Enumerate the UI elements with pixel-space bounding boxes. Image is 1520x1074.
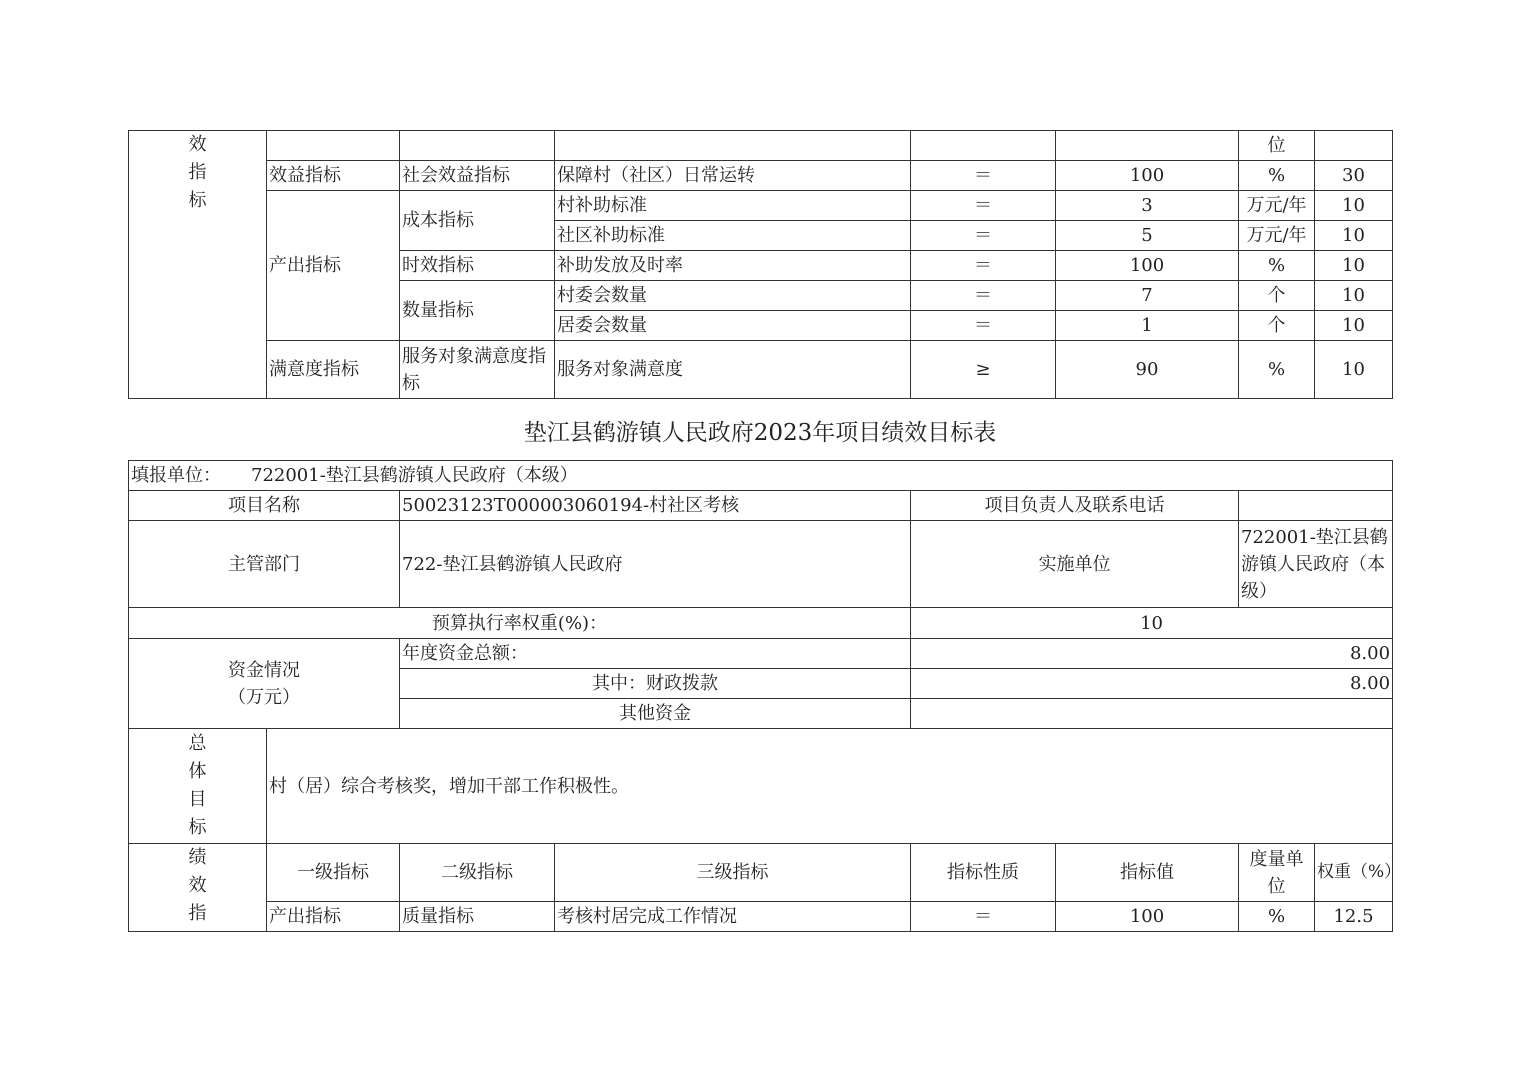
fill-unit-row	[129, 461, 1393, 491]
table-row: 时效指标 补助发放及时率 ＝ 100 % 10	[129, 251, 1393, 281]
header-level2: 二级指标	[400, 844, 555, 902]
header-weight: 权重（%）	[1315, 844, 1393, 902]
project-name-label: 项目名称	[129, 491, 400, 521]
table-row: 社区补助标准 ＝ 5 万元/年 10	[129, 221, 1393, 251]
goal-text: 村（居）综合考核奖，增加干部工作积极性。	[267, 729, 1393, 844]
dept-label: 主管部门	[129, 521, 400, 608]
page-title: 垫江县鹤游镇人民政府2023年项目绩效目标表	[523, 420, 997, 446]
impl-unit-label: 实施单位	[911, 521, 1239, 608]
dept-value: 722-垫江县鹤游镇人民政府	[400, 521, 911, 608]
perf-side-label: 绩 效 指	[129, 844, 267, 932]
annual-total-label: 年度资金总额：	[400, 639, 911, 669]
fill-unit-value: 722001-垫江县鹤游镇人民政府（本级）	[251, 465, 578, 486]
fiscal-value: 8.00	[911, 669, 1393, 699]
table-row: 满意度指标 服务对象满意度指标 服务对象满意度 ≥ 90 % 10	[129, 341, 1393, 399]
fiscal-label: 其中：财政拨款	[400, 669, 911, 699]
header-nature: 指标性质	[911, 844, 1056, 902]
table-row: 数量指标 村委会数量 ＝ 7 个 10	[129, 281, 1393, 311]
fill-unit-label: 填报单位：	[131, 465, 221, 486]
budget-rate-label: 预算执行率权重(%)：	[129, 608, 911, 639]
performance-target-table	[128, 460, 1402, 932]
annual-total-value: 8.00	[911, 639, 1393, 669]
goal-side-label: 总 体 目 标	[129, 729, 267, 844]
header-unit: 度量单位	[1239, 844, 1315, 902]
table-row: 产出指标 成本指标 村补助标准 ＝ 3 万元/年 10	[129, 191, 1393, 221]
table-row: 居委会数量 ＝ 1 个 10	[129, 311, 1393, 341]
table-row: 效益指标 社会效益指标 保障村（社区）日常运转 ＝ 100 % 30	[129, 161, 1393, 191]
header-level3: 三级指标	[555, 844, 911, 902]
header-level1: 一级指标	[267, 844, 400, 902]
funds-label: 资金情况 （万元）	[129, 639, 400, 729]
indicator-table-continued	[128, 130, 1393, 399]
side-label-indicators: 效 指 标	[129, 131, 267, 399]
unit-header-fragment: 位	[1239, 131, 1315, 161]
contact-value	[1239, 491, 1393, 521]
contact-label: 项目负责人及联系电话	[911, 491, 1239, 521]
table-row: 产出指标 质量指标 考核村居完成工作情况 ＝ 100 % 12.5	[129, 902, 1393, 932]
project-name-value: 50023123T000003060194-村社区考核	[400, 491, 911, 521]
header-value: 指标值	[1056, 844, 1239, 902]
impl-unit-value: 722001-垫江县鹤游镇人民政府（本级）	[1239, 521, 1393, 608]
other-funds-value	[911, 699, 1393, 729]
other-funds-label: 其他资金	[400, 699, 911, 729]
budget-rate-value: 10	[911, 608, 1393, 639]
